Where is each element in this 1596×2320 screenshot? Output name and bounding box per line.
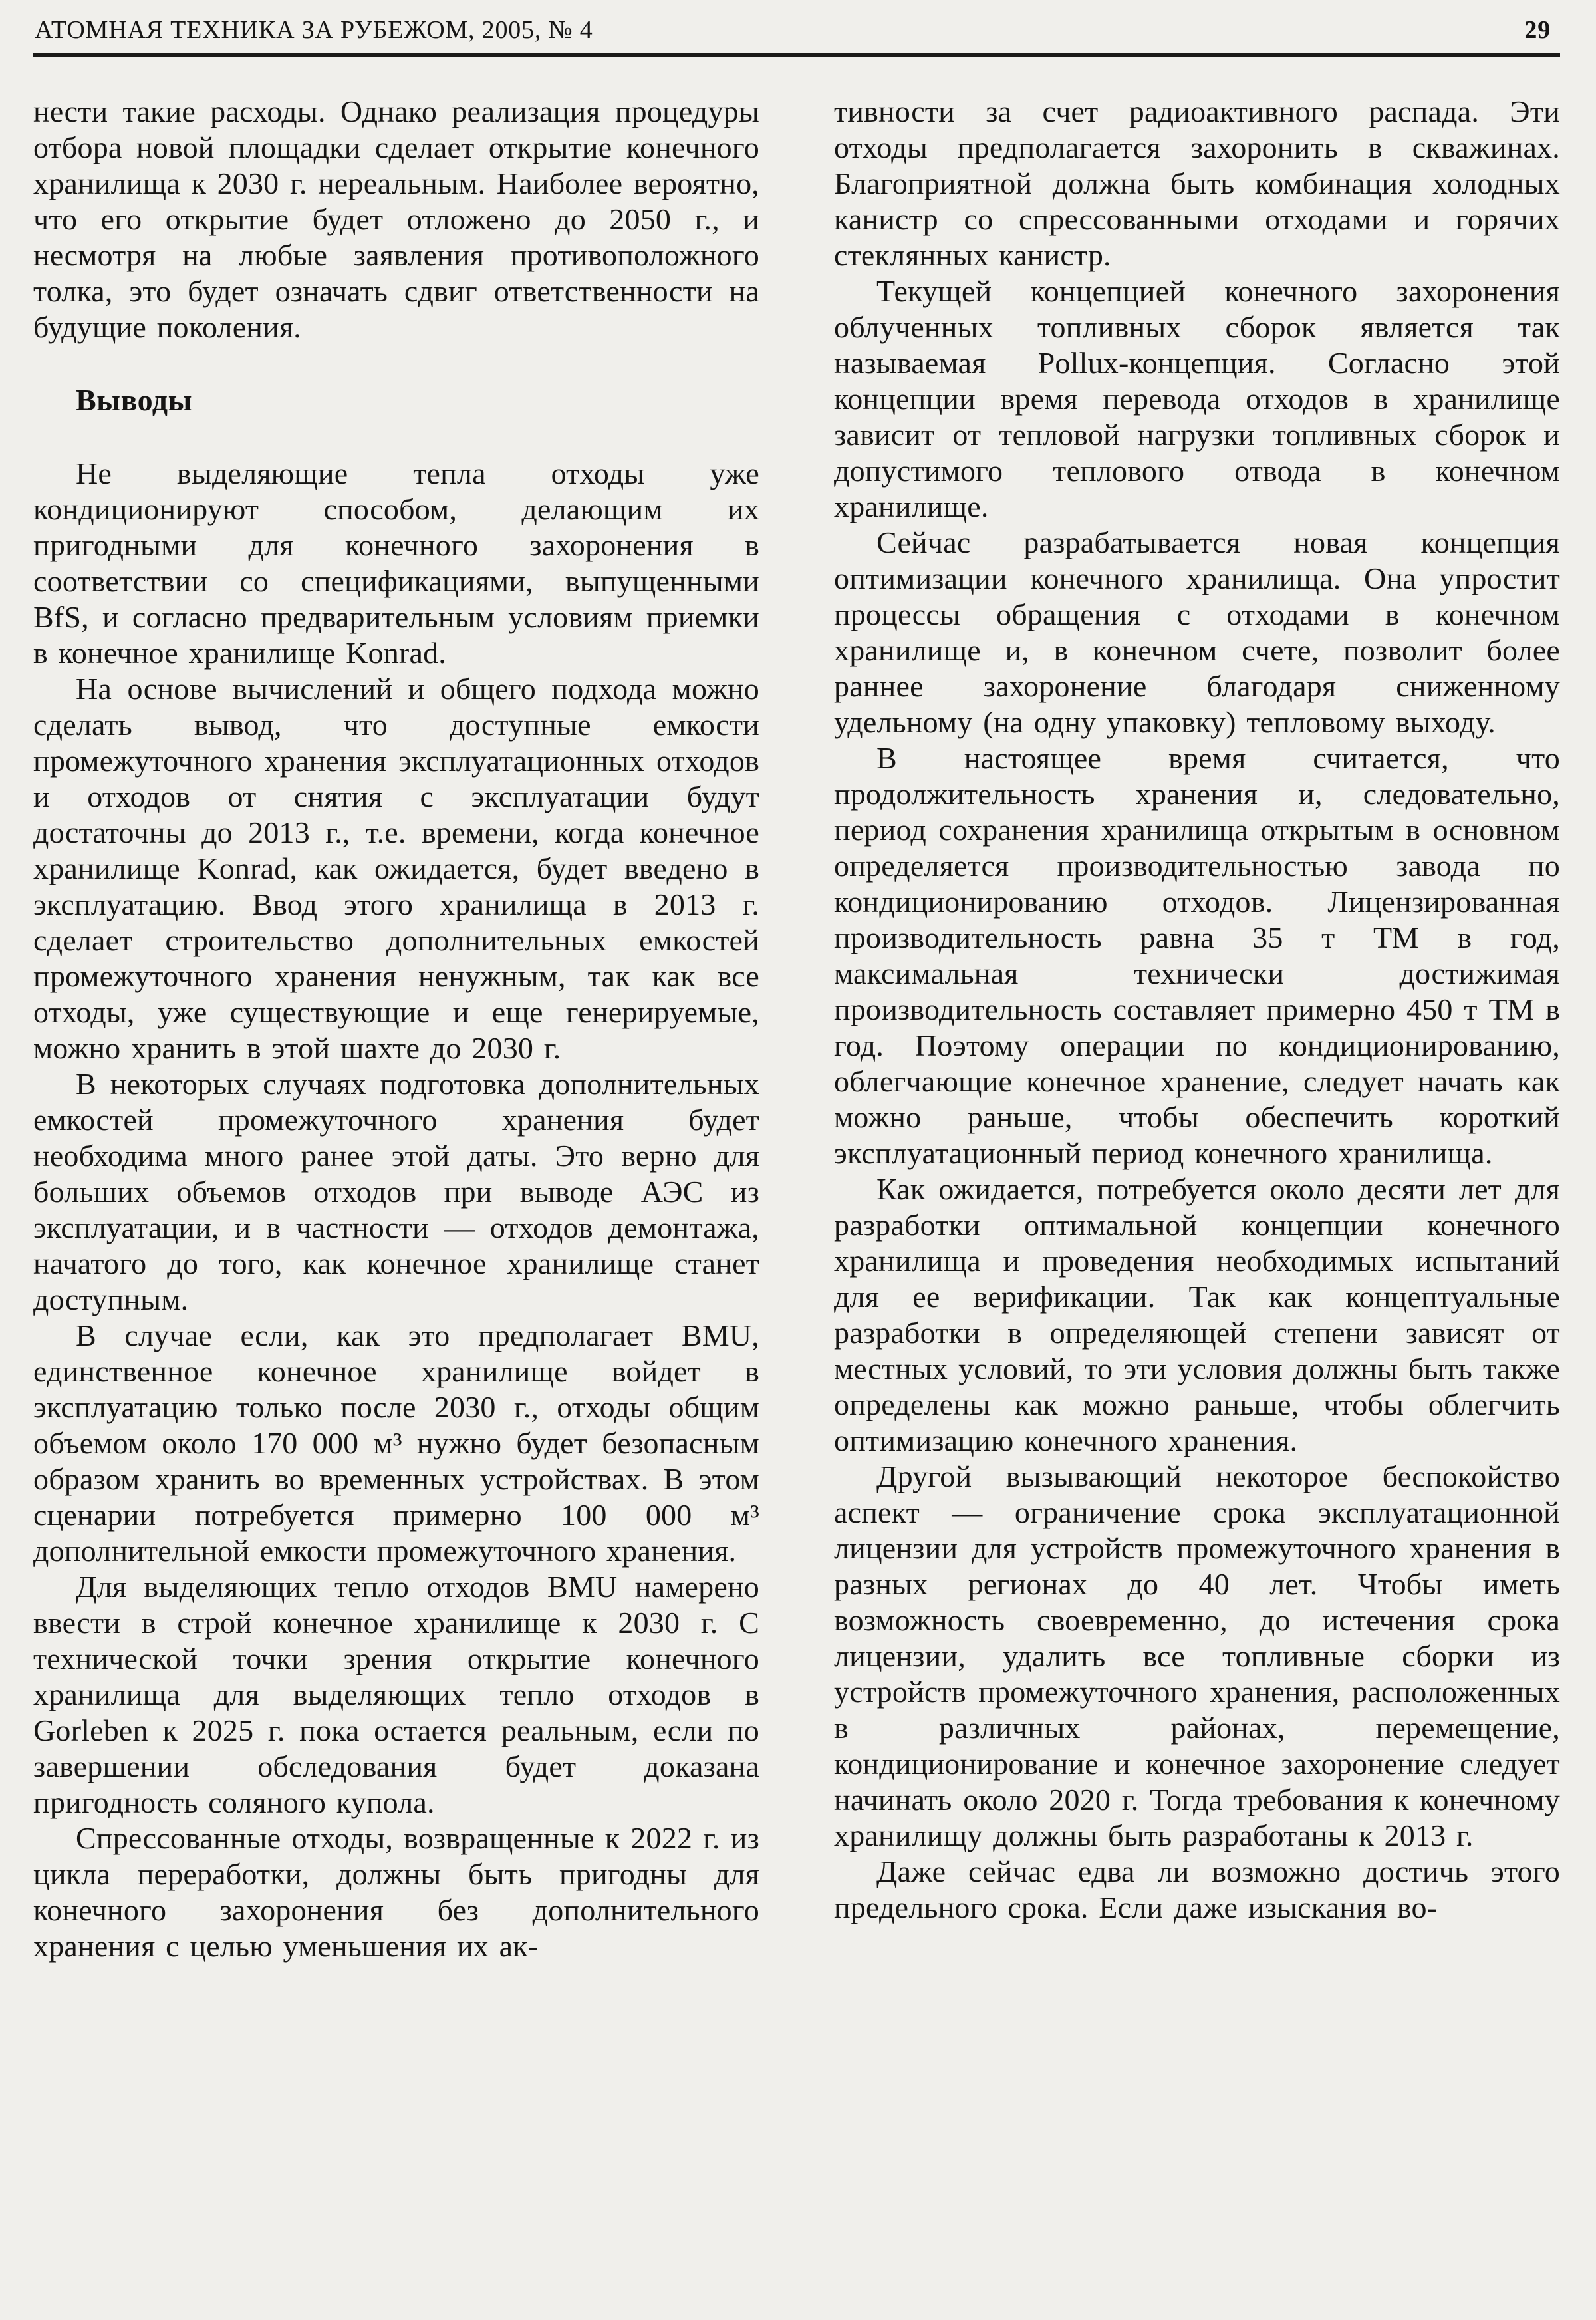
left-column: [33, 94, 759, 1964]
paragraph: Сейчас разрабатывается новая концепция оптимизации конечного хранилища. Она упростит процессы обращения с отходами в конечном хранилище и, в конечном счете, позволит более раннее захоронение благодаря сниженному удельному (на одну упаковку) тепловому выходу.: [834, 525, 1560, 739]
header-rule: [33, 53, 1560, 57]
paragraph-continuation: тивности за счет радиоактивного распада. Эти отходы предполагается захоронить в скважинах. Благоприятной должна быть комбинация холодных канистр со спрессованными отходами и горячих стеклянных канистр.: [834, 94, 1560, 272]
paragraph: В случае если, как это предполагает BMU, единственное конечное хранилище войдет в эксплуатацию только после 2030 г., отходы общим объемом около 170 000 м³ нужно будет безопасным образом хранить во временных устройствах. В этом сценарии потребуется примерно 100 000 м³ дополнительной емкости промежуточного хранения.: [33, 1318, 759, 1568]
right-column: [834, 94, 1560, 1964]
journal-title: АТОМНАЯ ТЕХНИКА ЗА РУБЕЖОМ, 2005, № 4: [35, 16, 593, 44]
page-header: [33, 11, 1560, 53]
paragraph: Текущей концепцией конечного захоронения облученных топливных сборок является так называемая Pollux-концепция. Согласно этой концепции время перевода отходов в хранилище зависит от тепловой нагрузки топливных сборок и допустимого теплового отвода в конечном хранилище.: [834, 274, 1560, 523]
page-number: 29: [1524, 16, 1551, 44]
section-heading-conclusions: Выводы: [76, 383, 192, 417]
paragraph: Даже сейчас едва ли возможно достичь этого предельного срока. Если даже изыскания во-: [834, 1854, 1560, 1924]
paragraph: Как ожидается, потребуется около десяти лет для разработки оптимальной концепции конечного хранилища и проведения необходимых испытаний для ее верификации. Так как концептуальные разработки в определяющей степени зависят от местных условий, то эти условия должны быть также определены как можно раньше, чтобы облегчить оптимизацию конечного хранения.: [834, 1172, 1560, 1457]
paragraph: В некоторых случаях подготовка дополнительных емкостей промежуточного хранения будет необходима много ранее этой даты. Это верно для больших объемов отходов при выводе АЭС из эксплуатации, и в частности — отходов демонтажа, начатого до того, как конечное хранилище станет доступным.: [33, 1067, 759, 1316]
paragraph: В настоящее время считается, что продолжительность хранения и, следовательно, период сохранения хранилища открытым в основном определяется производительностью завода по кондиционированию отходов. Лицензированная производительность равна 35 т ТМ в год, максимальная технически достижимая производительность составляет примерно 450 т ТМ в год. Поэтому операции по кондиционированию, облегчающие конечное хранение, следует начать как можно раньше, чтобы обеспечить короткий эксплуатационный период конечного хранилища.: [834, 741, 1560, 1170]
paragraph: Для выделяющих тепло отходов BMU намерено ввести в строй конечное хранилище к 2030 г. С технической точки зрения открытие конечного хранилища для выделяющих тепло отходов в Gorleben к 2025 г. пока остается реальным, если по завершении обследования будет доказана пригодность соляного купола.: [33, 1570, 759, 1819]
paragraph: Спрессованные отходы, возвращенные к 2022 г. из цикла переработки, должны быть пригодны для конечного захоронения без дополнительного хранения с целью уменьшения их ак-: [33, 1821, 759, 1963]
paragraph-continuation: нести такие расходы. Однако реализация процедуры отбора новой площадки сделает открытие конечного хранилища к 2030 г. нереальным. Наиболее вероятно, что его открытие будет отложено до 2050 г., и несмотря на любые заявления противоположного толка, это будет означать сдвиг ответственности на будущие поколения.: [33, 94, 759, 344]
paragraph: На основе вычислений и общего подхода можно сделать вывод, что доступные емкости промежуточного хранения эксплуатационных отходов и отходов от снятия с эксплуатации будут достаточны до 2013 г., т.е. времени, когда конечное хранилище Konrad, как ожидается, будет введено в эксплуатацию. Ввод этого хранилища в 2013 г. сделает строительство дополнительных емкостей промежуточного хранения ненужным, так как все отходы, уже существующие и еще генерируемые, можно хранить в этой шахте до 2030 г.: [33, 672, 759, 1065]
paragraph: Другой вызывающий некоторое беспокойство аспект — ограничение срока эксплуатационной лицензии для устройств промежуточного хранения в разных регионах до 40 лет. Чтобы иметь возможность своевременно, до истечения срока лицензии, удалить все топливные сборки из устройств промежуточного хранения, расположенных в различных районах, перемещение, кондиционирование и конечное захоронение следует начинать около 2020 г. Тогда требования к конечному хранилищу должны быть разработаны к 2013 г.: [834, 1459, 1560, 1852]
article-body: [33, 94, 1560, 1964]
paragraph: Не выделяющие тепла отходы уже кондиционируют способом, делающим их пригодными для конечного захоронения в соответствии со спецификациями, выпущенными BfS, и согласно предварительным условиям приемки в конечное хранилище Konrad.: [33, 456, 759, 670]
